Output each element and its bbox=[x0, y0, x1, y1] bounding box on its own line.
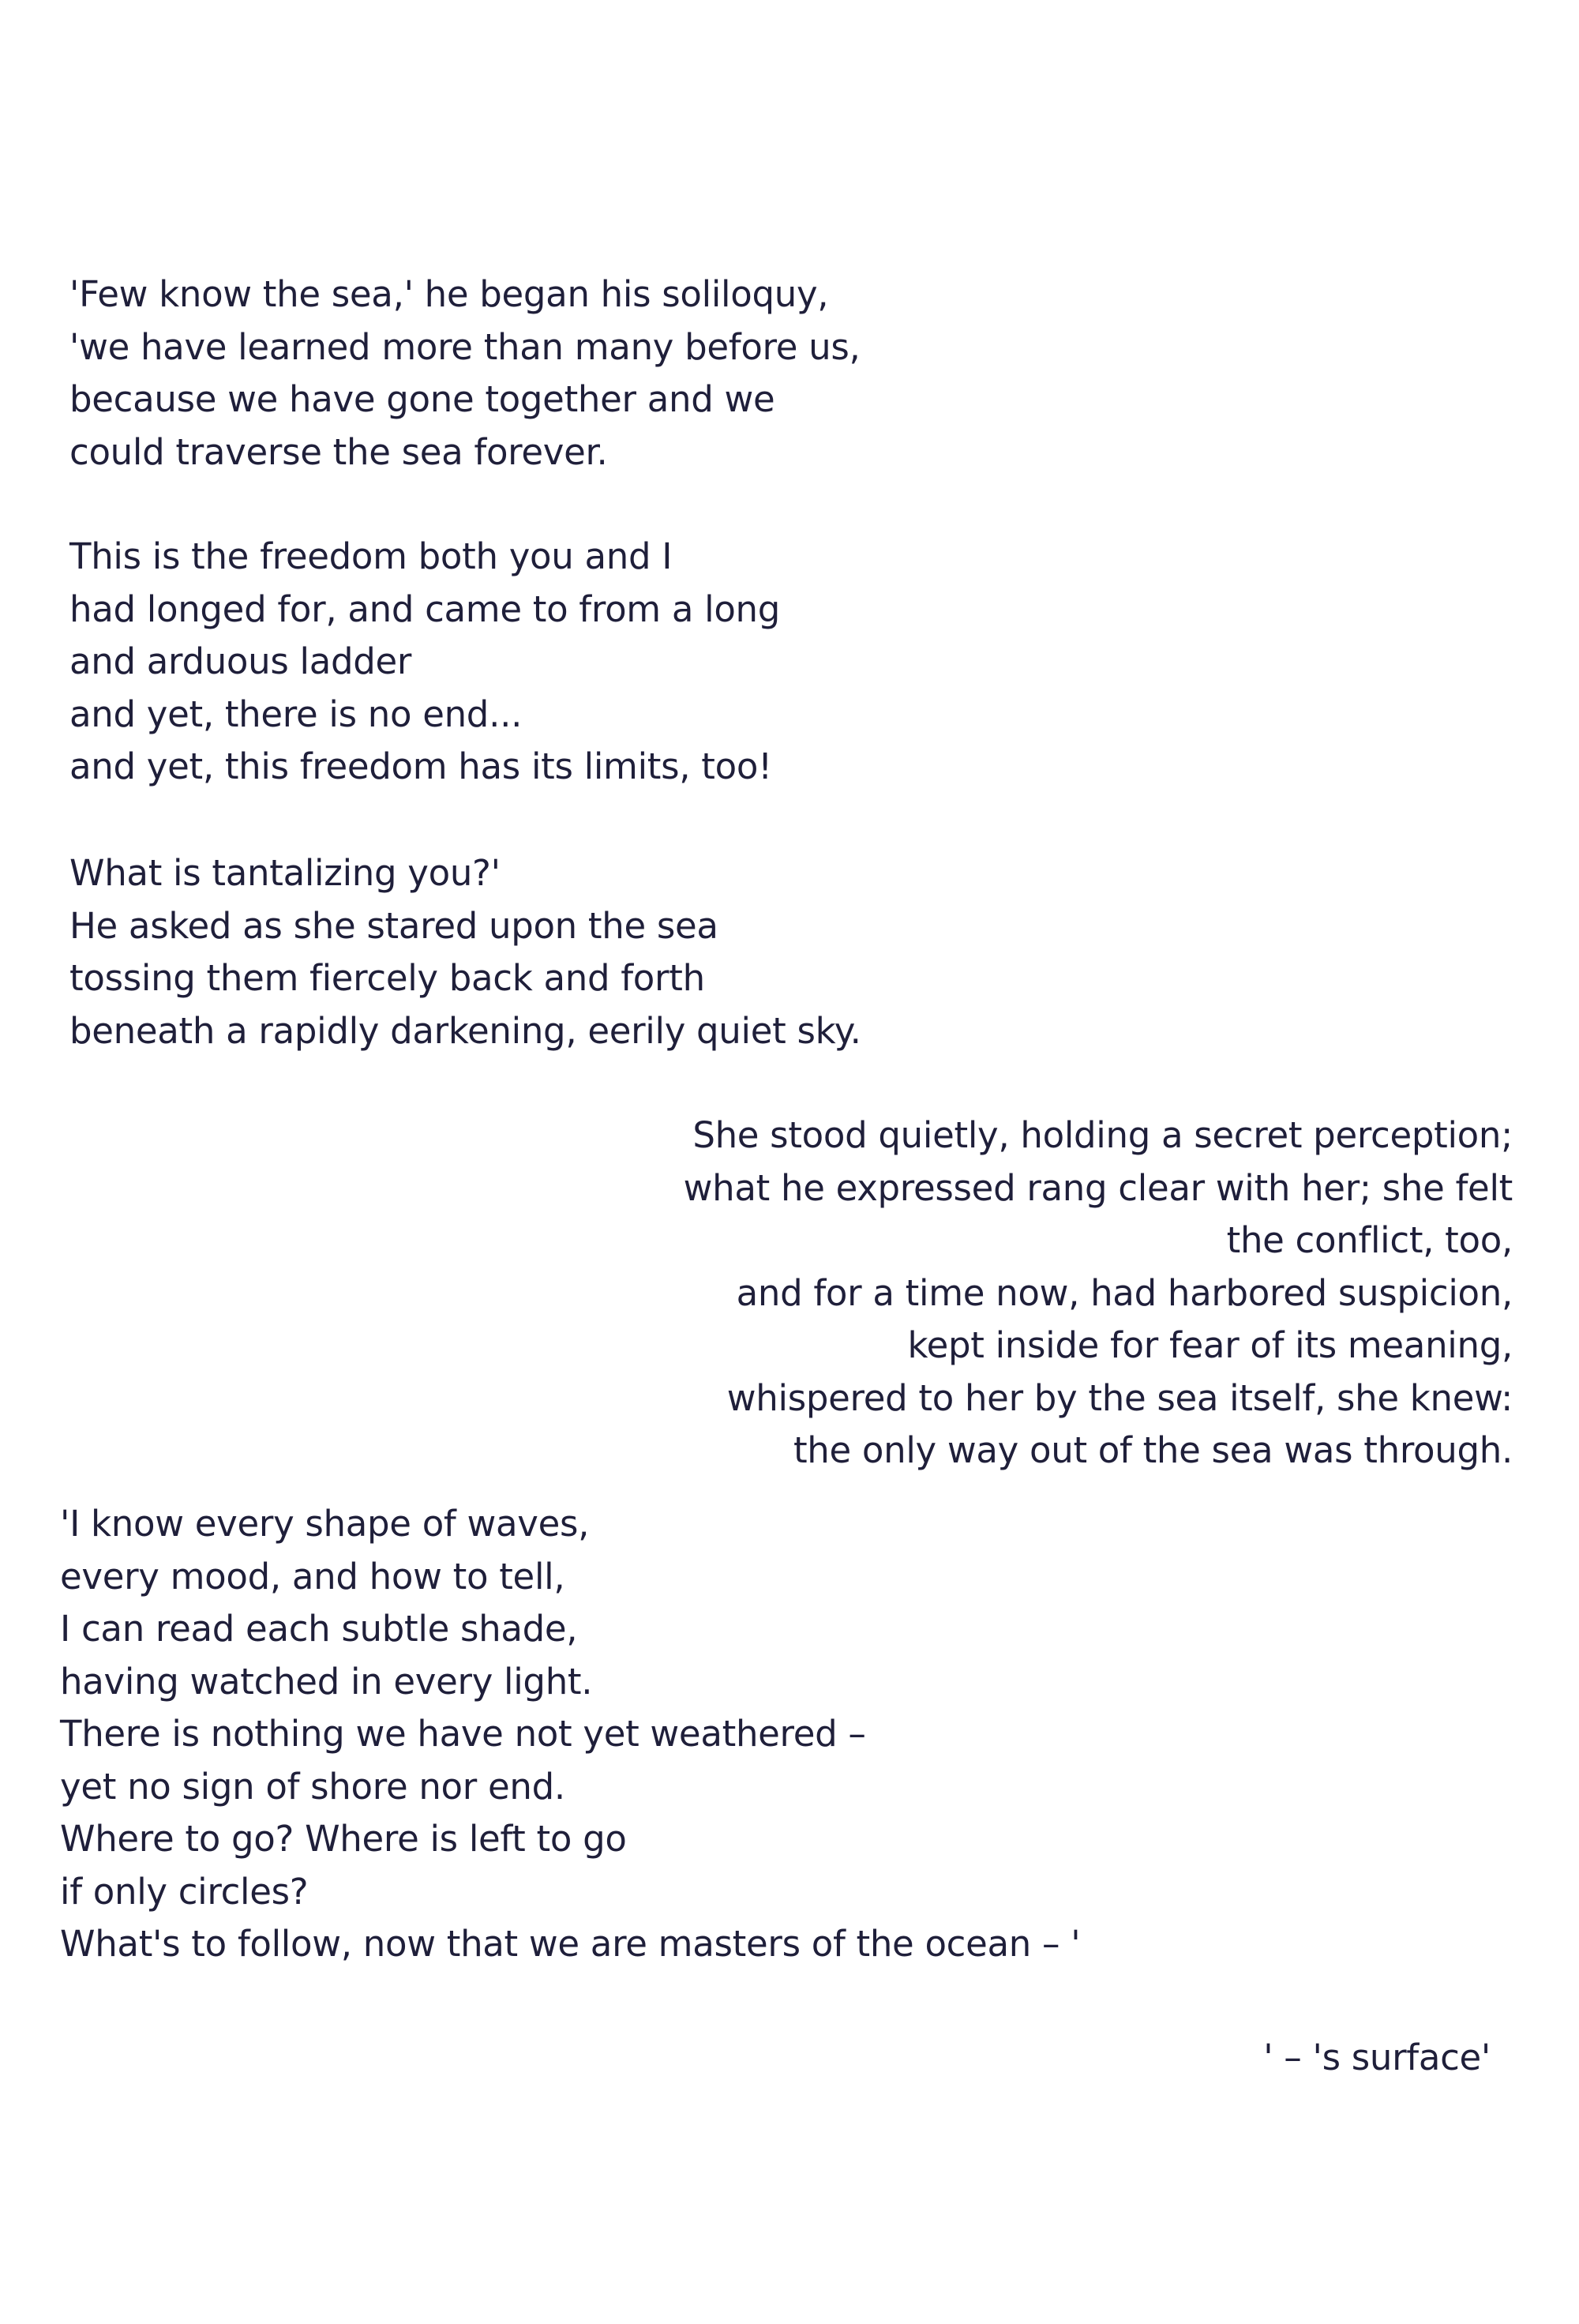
poem-line: whispered to her by the sea itself, she knew: bbox=[726, 1376, 1513, 1419]
poem-line: 'Few know the sea,' he began his soliloquy, bbox=[69, 273, 829, 315]
stanza-1 bbox=[69, 268, 861, 479]
poem-line: and for a time now, had harbored suspicion, bbox=[736, 1271, 1513, 1314]
poem-line: This is the freedom both you and I bbox=[69, 535, 673, 577]
poem-line: the conflict, too, bbox=[1226, 1219, 1513, 1261]
stanza-4 bbox=[684, 1109, 1513, 1477]
poem-line: and arduous ladder bbox=[69, 640, 412, 682]
stanza-5 bbox=[60, 1498, 1080, 1971]
poem-line: kept inside for fear of its meaning, bbox=[907, 1324, 1513, 1366]
closing-line-block bbox=[1263, 2032, 1491, 2085]
closing-line: ' – 's surface' bbox=[1263, 2037, 1491, 2078]
poem-line: She stood quietly, holding a secret perception; bbox=[692, 1114, 1513, 1156]
poem-line: the only way out of the sea was through. bbox=[793, 1429, 1513, 1471]
poem-line: if only circles? bbox=[60, 1870, 309, 1913]
poem-line: He asked as she stared upon the sea bbox=[69, 904, 718, 947]
poem-line: having watched in every light. bbox=[60, 1660, 593, 1703]
poem-line: because we have gone together and we bbox=[69, 378, 775, 420]
poem-line: could traverse the sea forever. bbox=[69, 430, 608, 473]
poem-line: and yet, there is no end... bbox=[69, 693, 523, 735]
poem-line: I can read each subtle shade, bbox=[60, 1608, 578, 1650]
poem-line: What's to follow, now that we are masters of the ocean – ' bbox=[60, 1923, 1081, 1965]
poem-line: beneath a rapidly darkening, eerily quiet sky. bbox=[69, 1009, 861, 1052]
poem-line: every mood, and how to tell, bbox=[60, 1555, 565, 1598]
poem-line: tossing them fiercely back and forth bbox=[69, 957, 705, 999]
poem-line: 'I know every shape of waves, bbox=[60, 1503, 590, 1545]
poem-line: 'we have learned more than many before us, bbox=[69, 325, 861, 368]
poem-line: and yet, this freedom has its limits, too! bbox=[69, 745, 772, 787]
poem-line: what he expressed rang clear with her; she felt bbox=[683, 1166, 1513, 1209]
poem-line: Where to go? Where is left to go bbox=[60, 1818, 627, 1860]
poem-line: had longed for, and came to from a long bbox=[69, 588, 781, 630]
poem-line: There is nothing we have not yet weathered – bbox=[60, 1713, 866, 1755]
poem-line: yet no sign of shore nor end. bbox=[60, 1765, 565, 1808]
stanza-3 bbox=[69, 847, 861, 1057]
stanza-2 bbox=[69, 531, 780, 794]
poem-line: What is tantalizing you?' bbox=[69, 852, 501, 894]
